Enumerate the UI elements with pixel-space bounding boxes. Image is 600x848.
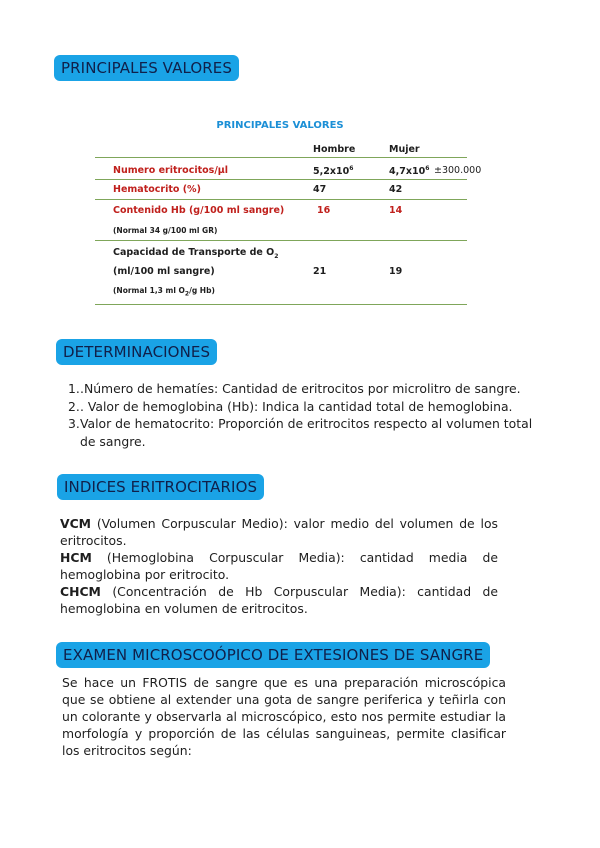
table-rule bbox=[95, 157, 467, 158]
determinaciones-list bbox=[68, 380, 538, 450]
row-label-eritrocitos: Numero eritrocitos/µl bbox=[113, 165, 229, 176]
row-label-units: (ml/100 ml sangre) bbox=[113, 266, 215, 277]
note-hb: (Normal 34 g/100 ml GR) bbox=[113, 226, 218, 235]
section-heading-examen: EXAMEN MICROSCOÓPICO DE EXTESIONES DE SANGRE bbox=[56, 642, 490, 668]
value-mujer-o2: 19 bbox=[389, 266, 403, 277]
row-label-hematocrito: Hematocrito (%) bbox=[113, 184, 201, 195]
vcm-definition: VCM (Volumen Corpuscular Medio): valor medio del volumen de los eritrocitos. bbox=[60, 516, 498, 548]
note-o2: (Normal 1,3 ml $O_2/g$ Hb) bbox=[113, 286, 215, 298]
section-heading-determinaciones: DETERMINACIONES bbox=[56, 339, 217, 365]
indices-paragraph bbox=[60, 515, 498, 617]
value-hombre-eritrocitos: $5,2x10^6$ bbox=[313, 165, 354, 178]
table-rule bbox=[95, 179, 467, 180]
chcm-definition: CHCM (Concentración de Hb Corpuscular Media): cantidad de hemoglobina en volumen de eritrocitos. bbox=[60, 584, 498, 616]
column-header-hombre: Hombre bbox=[313, 144, 356, 155]
list-item: 3. Valor de hematocrito: Proporción de eritrocitos respecto al volumen total de sangre. bbox=[68, 416, 533, 449]
value-hombre-hb: 16 bbox=[317, 205, 331, 216]
hcm-definition: HCM (Hemoglobina Corpuscular Media): cantidad media de hemoglobina por eritrocito. bbox=[60, 550, 498, 582]
value-mujer-eritrocitos: $4,7x10^6$ bbox=[389, 165, 430, 178]
row-label-transporte-o2: Capacidad de Transporte de $O_2$ bbox=[113, 247, 279, 260]
table-rule bbox=[95, 240, 467, 241]
table-rule bbox=[95, 199, 467, 200]
value-hombre-hematocrito: 47 bbox=[313, 184, 327, 195]
list-item: 2. . Valor de hemoglobina (Hb): Indica la cantidad total de hemoglobina. bbox=[68, 398, 513, 414]
value-tolerance: ±300.000 bbox=[434, 165, 482, 176]
value-mujer-hb: 14 bbox=[389, 205, 403, 216]
value-hombre-o2: 21 bbox=[313, 266, 327, 277]
list-item: 1. .Número de hematíes: Cantidad de eritrocitos por microlitro de sangre. bbox=[68, 381, 521, 396]
section-heading-principales-valores: PRINCIPALES VALORES bbox=[54, 55, 239, 81]
row-label-contenido-hb: Contenido Hb (g/100 ml sangre) bbox=[113, 205, 285, 216]
column-header-mujer: Mujer bbox=[389, 144, 420, 155]
table-rule bbox=[95, 304, 467, 305]
section-heading-indices: INDICES ERITROCITARIOS bbox=[57, 474, 264, 500]
table-title: PRINCIPALES VALORES bbox=[216, 120, 344, 131]
examen-paragraph: Se hace un FROTIS de sangre que es una preparación microscópica que se obtiene al extender una gota de sangre periferica y teñirla con un colorante y observarla al microscópico, esto nos permite estudiar la morfología y proporción de las células sanguineas, permite clasificar los eritrocitos según: bbox=[62, 675, 506, 758]
value-mujer-hematocrito: 42 bbox=[389, 184, 403, 195]
